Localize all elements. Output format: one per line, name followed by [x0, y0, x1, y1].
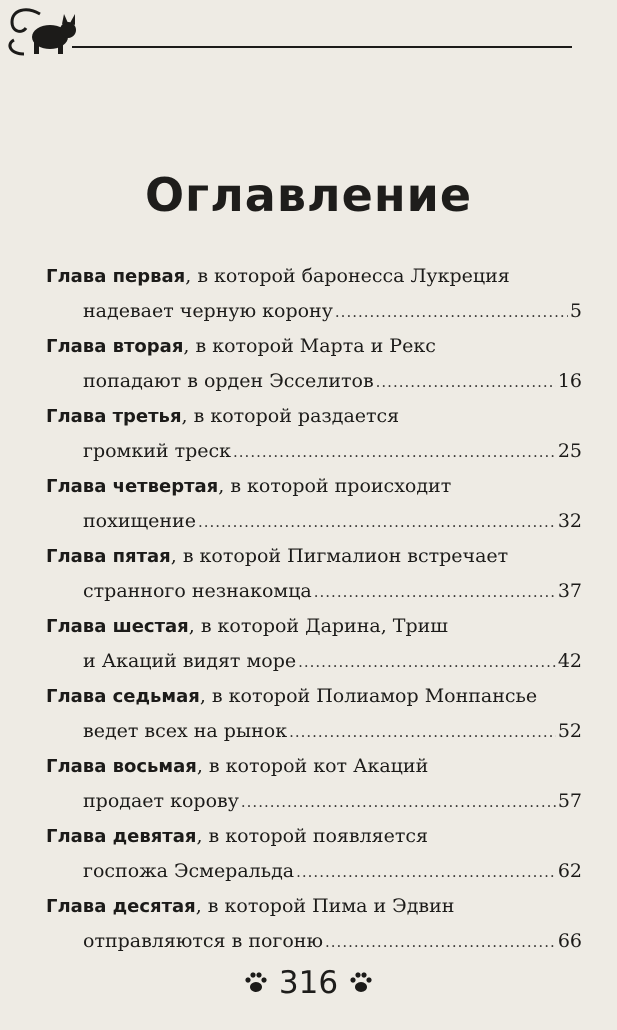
- chapter-description: , в которой раздается: [181, 405, 400, 427]
- toc-entry-continuation: [83, 647, 582, 676]
- chapter-name: Глава вторая: [46, 336, 184, 357]
- chapter-name: Глава первая: [46, 266, 186, 287]
- toc-entry[interactable]: [46, 472, 582, 542]
- page-footer: [0, 958, 617, 1008]
- toc-entry[interactable]: [46, 542, 582, 612]
- cat-silhouette-icon: [10, 10, 76, 54]
- chapter-name: Глава шестая: [46, 616, 189, 637]
- toc-entry-heading: [46, 542, 508, 571]
- dot-leader: [314, 578, 556, 606]
- chapter-description: , в которой Полиамор Монпансье: [199, 685, 538, 707]
- paw-print-icon: [348, 970, 374, 996]
- chapter-description-cont: странного незнакомца: [83, 580, 312, 602]
- dot-leader: [296, 858, 556, 886]
- toc-entry-heading: [46, 472, 451, 501]
- toc-entry[interactable]: [46, 612, 582, 682]
- chapter-description-cont: продает корову: [83, 790, 239, 812]
- toc-entry-heading: [46, 612, 448, 641]
- toc-entry-heading: [46, 752, 428, 781]
- chapter-name: Глава третья: [46, 406, 182, 427]
- page-ref: 66: [557, 930, 582, 952]
- toc-entry-heading: [46, 332, 436, 361]
- chapter-description-cont: похищение: [83, 510, 196, 532]
- chapter-description-cont: громкий треск: [83, 440, 232, 462]
- toc-entry-continuation: [83, 927, 582, 956]
- chapter-name: Глава девятая: [46, 826, 197, 847]
- chapter-description: , в которой кот Акаций: [196, 755, 429, 777]
- chapter-description: , в которой происходит: [218, 475, 452, 497]
- chapter-name: Глава пятая: [46, 546, 171, 567]
- page-ref: 5: [569, 300, 582, 322]
- chapter-description: , в которой Пима и Эдвин: [195, 895, 455, 917]
- page-ref: 25: [557, 440, 582, 462]
- dot-leader: [325, 928, 556, 956]
- chapter-name: Глава десятая: [46, 896, 196, 917]
- toc-entry-continuation: [83, 367, 582, 396]
- toc-entry[interactable]: [46, 822, 582, 892]
- chapter-description-cont: попадают в орден Эсселитов: [83, 370, 374, 392]
- chapter-description: , в которой появляется: [196, 825, 429, 847]
- dot-leader: [335, 298, 568, 326]
- toc-entry[interactable]: [46, 752, 582, 822]
- page-ref: 37: [557, 580, 582, 602]
- page-header: [0, 0, 617, 80]
- page-title: Оглавление: [144, 168, 473, 222]
- toc-entry-continuation: [83, 577, 582, 606]
- toc-entry[interactable]: [46, 892, 582, 962]
- toc-entry-continuation: [83, 787, 582, 816]
- toc-entry[interactable]: [46, 332, 582, 402]
- chapter-name: Глава седьмая: [46, 686, 200, 707]
- chapter-description-cont: отправляются в погоню: [83, 930, 324, 952]
- toc-entry-heading: [46, 402, 399, 431]
- toc-entry[interactable]: [46, 262, 582, 332]
- dot-leader: [233, 438, 556, 466]
- toc-entry-continuation: [83, 437, 582, 466]
- chapter-description: , в которой Пигмалион встречает: [170, 545, 509, 567]
- page-number: 316: [278, 965, 339, 1001]
- toc-entry-continuation: [83, 717, 582, 746]
- chapter-name: Глава четвертая: [46, 476, 219, 497]
- chapter-description-cont: госпожа Эсмеральда: [83, 860, 295, 882]
- chapter-description-cont: ведет всех на рынок: [83, 720, 288, 742]
- dot-leader: [376, 368, 556, 396]
- toc-entry-heading: [46, 822, 428, 851]
- toc-entry[interactable]: [46, 402, 582, 472]
- chapter-description: , в которой Дарина, Триш: [188, 615, 448, 637]
- page-ref: 32: [557, 510, 582, 532]
- dot-leader: [298, 648, 556, 676]
- page-ref: 42: [557, 650, 582, 672]
- paw-print-icon: [243, 970, 269, 996]
- dot-leader: [289, 718, 556, 746]
- toc-entry-continuation: [83, 857, 582, 886]
- page-ref: 57: [557, 790, 582, 812]
- dot-leader: [241, 788, 556, 816]
- chapter-description: , в которой баронесса Лукреция: [185, 265, 510, 287]
- toc-entry-continuation: [83, 297, 582, 326]
- toc-entry-heading: [46, 262, 510, 291]
- page-ref: 52: [557, 720, 582, 742]
- toc-entry-heading: [46, 892, 454, 921]
- toc-entry[interactable]: [46, 682, 582, 752]
- chapter-description-cont: надевает черную корону: [83, 300, 333, 322]
- toc-entry-heading: [46, 682, 537, 711]
- toc-entry-continuation: [83, 507, 582, 536]
- chapter-description: , в которой Марта и Рекс: [183, 335, 436, 357]
- page-ref: 62: [557, 860, 582, 882]
- dot-leader: [198, 508, 556, 536]
- page-ref: 16: [557, 370, 582, 392]
- chapter-description-cont: и Акаций видят море: [83, 650, 297, 672]
- chapter-name: Глава восьмая: [46, 756, 197, 777]
